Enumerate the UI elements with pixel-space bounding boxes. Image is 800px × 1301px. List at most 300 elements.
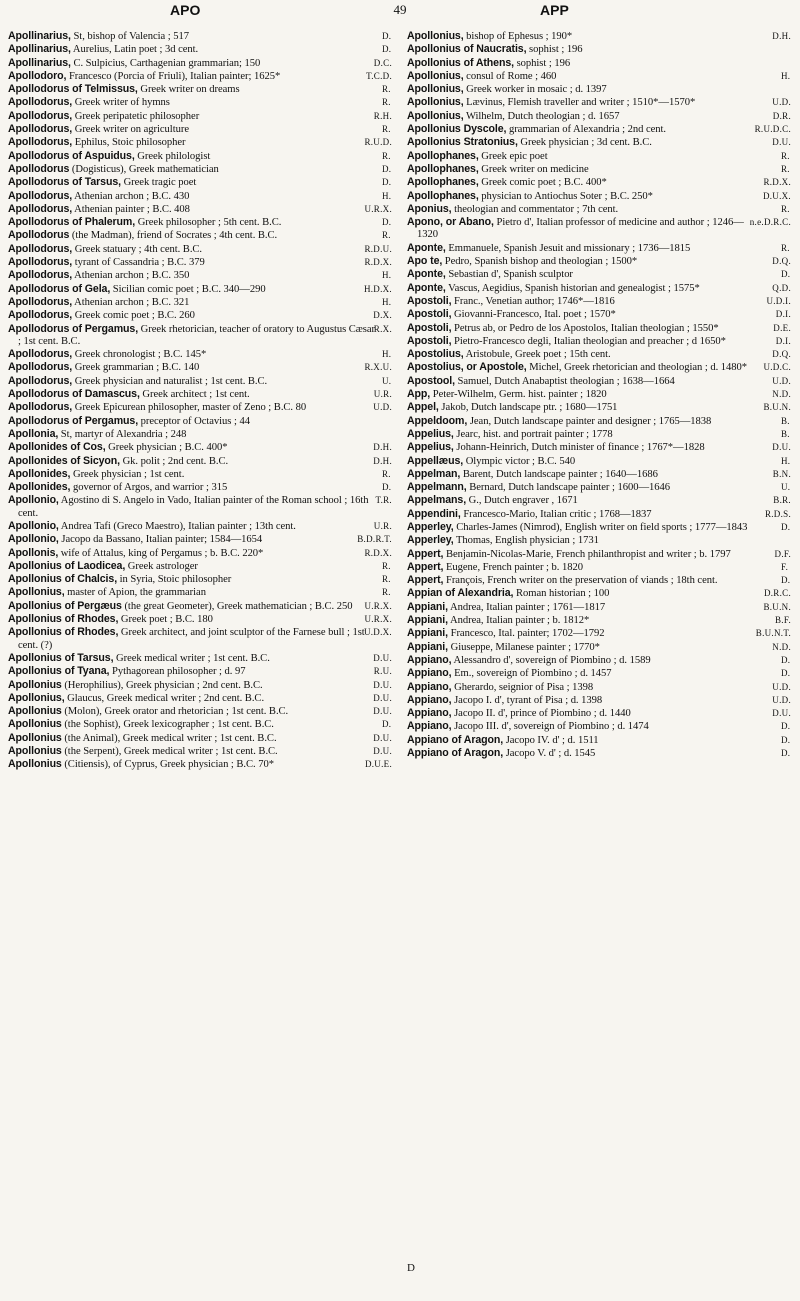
entry-description: Greek epic poet (478, 150, 548, 162)
entry-source: R.X. (373, 323, 392, 334)
entry-source: R.U.D. (364, 137, 392, 148)
dictionary-entry (407, 521, 791, 534)
entry-description: Jacopo II. d', prince of Piombino ; d. 1440 (451, 708, 631, 720)
entry-name: Apollonius (8, 758, 62, 771)
dictionary-entry (407, 587, 791, 600)
entry-source: D.I. (775, 309, 791, 320)
entry-description: preceptor of Octavius ; 44 (138, 415, 250, 427)
entry-description: Pietro d', Italian professor of medicine and author ; 1246—1320 (417, 217, 744, 241)
entry-name: Apollinarius, (8, 56, 71, 69)
dictionary-entry (8, 613, 392, 626)
entry-name: Apperley, (407, 520, 454, 533)
dictionary-entry (407, 548, 791, 561)
entry-description: Olympic victor ; B.C. 540 (463, 455, 576, 467)
entry-name: Apollodorus of Tarsus, (8, 176, 121, 189)
dictionary-entry (407, 508, 791, 521)
entry-name: Appelman, (407, 467, 461, 480)
entry-description: Greek physician ; B.C. 400* (105, 442, 228, 454)
entry-source: R. (781, 163, 790, 174)
dictionary-entry (8, 43, 392, 56)
dictionary-entry (8, 428, 392, 441)
dictionary-entry (407, 150, 791, 163)
entry-source: R.U. (373, 666, 392, 677)
entry-source: R. (781, 242, 790, 253)
entry-source: R. (781, 150, 790, 161)
dictionary-entry (407, 322, 791, 335)
entry-description: master of Apion, the grammarian (64, 587, 206, 599)
entry-source: H. (382, 190, 392, 201)
entry-source: D.U. (772, 442, 791, 453)
entry-source: U.D.C. (763, 362, 791, 373)
entry-description: Greek Epicurean philosopher, master of Zeno ; B.C. 80 (72, 402, 307, 414)
entry-source: D.Q. (772, 256, 791, 267)
entry-description: Greek rhetorician, teacher of oratory to Augustus Cæsar ; 1st cent. B.C. (18, 323, 376, 347)
entry-description: Pedro, Spanish bishop and theologian ; 1500* (442, 256, 638, 268)
entry-description: (the Animal), Greek medical writer ; 1st cent. B.C. (61, 732, 277, 744)
entry-description: Pythagorean philosopher ; d. 97 (109, 666, 246, 678)
entry-description: Jean, Dutch landscape painter and designer ; 1765—1838 (467, 415, 712, 427)
entry-name: Apollodorus of Gela, (8, 282, 111, 295)
entry-description: Eugene, French painter ; b. 1820 (443, 561, 583, 573)
dictionary-entry (407, 190, 791, 203)
entry-description: Greek writer of hymns (72, 97, 170, 109)
entry-name: Apollonis, (8, 546, 59, 559)
entry-description: St, martyr of Alexandria ; 248 (58, 428, 187, 440)
entry-source: R. (382, 97, 391, 108)
entry-name: Apollonius (8, 731, 62, 744)
entry-name: Apollodorus, (8, 202, 73, 215)
entry-name: Appert, (407, 547, 444, 560)
entry-name: Aponte, (407, 281, 446, 294)
dictionary-entry (407, 720, 791, 733)
entry-name: Apollodorus, (8, 374, 73, 387)
entry-name: App, (407, 388, 431, 401)
entry-source: R. (382, 124, 391, 135)
entry-source: D.C. (373, 57, 392, 68)
entry-source: D. (382, 163, 392, 174)
entry-source: R. (382, 560, 391, 571)
dictionary-entry (407, 361, 791, 374)
entry-name: Apollodorus, (8, 309, 73, 322)
entry-source: R.D.S. (764, 508, 791, 519)
entry-name: Appiani, (407, 640, 448, 653)
dictionary-entry (407, 455, 791, 468)
entry-description: Athenian archon ; B.C. 430 (72, 190, 190, 202)
dictionary-entry (407, 614, 791, 627)
dictionary-entry (407, 203, 791, 216)
entry-name: Apollodorus, (8, 256, 73, 269)
entry-name: Appiano, (407, 667, 452, 680)
entry-source: T.C.D. (366, 70, 392, 81)
entry-name: Apollodorus, (8, 96, 73, 109)
dictionary-entry (8, 123, 392, 136)
dictionary-entry (8, 348, 392, 361)
dictionary-entry (8, 256, 392, 269)
entry-name: Apollonius of Laodicea, (8, 559, 126, 572)
dictionary-entry (8, 361, 392, 374)
entry-source: U. (382, 375, 392, 386)
dictionary-entry (8, 652, 392, 665)
entry-description: Sicilian comic poet ; B.C. 340—290 (110, 283, 266, 295)
entry-description: Greek worker in mosaic ; d. 1397 (463, 84, 607, 96)
entry-name: Apono, or Abano, (407, 216, 494, 229)
entry-description: Sebastian d', Spanish sculptor (445, 269, 573, 281)
entry-description: Agostino di S. Angelo in Vado, Italian painter of the Roman school ; 16th cent. (18, 495, 369, 519)
entry-description: Jacopo I. d', tyrant of Pisa ; d. 1398 (451, 694, 603, 706)
dictionary-entry (8, 745, 392, 758)
entry-source: B.U.N.T. (755, 628, 791, 639)
entry-name: Apostoli, (407, 308, 452, 321)
entry-source: B.U.N. (763, 402, 791, 413)
entry-source: D.U. (772, 137, 791, 148)
dictionary-entry (407, 641, 791, 654)
entry-description: Greek physician and naturalist ; 1st cent. B.C. (72, 375, 268, 387)
entry-description: St, bishop of Valencia ; 517 (70, 31, 189, 42)
entry-description: (the Serpent), Greek medical writer ; 1st cent. B.C. (61, 746, 278, 758)
dictionary-entry (407, 401, 791, 414)
right-column (407, 30, 791, 760)
entry-description: Pietro-Francesco degli, Italian theologian and preacher ; d 1650* (451, 335, 726, 347)
entry-description: Barent, Dutch landscape painter ; 1640—1686 (460, 468, 658, 480)
footer-signature: D (407, 1262, 415, 1274)
entry-name: Apollodorus (8, 162, 70, 175)
dictionary-entry (407, 561, 791, 574)
entry-source: R. (382, 150, 391, 161)
entry-description: Francesco (Porcia of Friuli), Italian painter; 1625* (66, 70, 281, 82)
entry-name: Apollodorus of Damascus, (8, 388, 140, 401)
entry-description: Gherardo, seignior of Pisa ; 1398 (451, 681, 594, 693)
entry-name: Appiano of Aragon, (407, 747, 504, 760)
entry-name: Appert, (407, 560, 444, 573)
dictionary-entry (8, 481, 392, 494)
entry-name: Apperley, (407, 534, 454, 547)
entry-name: Apollonius Dyscole, (407, 123, 507, 136)
dictionary-entry (8, 758, 392, 771)
entry-name: Apollodorus of Pergamus, (8, 414, 139, 427)
entry-description: Jacopo III. d', sovereign of Piombino ; d. 1474 (451, 721, 649, 733)
dictionary-entry (8, 600, 392, 613)
entry-name: Appert, (407, 574, 444, 587)
entry-description: Greek grammarian ; B.C. 140 (72, 362, 200, 374)
entry-description: Greek architect, and joint sculptor of the Farnese bull ; 1st cent. (?) (18, 627, 365, 651)
entry-description: Samuel, Dutch Anabaptist theologian ; 1638—1664 (454, 375, 675, 387)
entry-name: Aponius, (407, 202, 452, 215)
entry-source: D.R. (772, 110, 791, 121)
entry-description: (the great Geometer), Greek mathematician ; B.C. 250 (121, 600, 353, 612)
entry-source: D.R.C. (763, 588, 791, 599)
entry-name: Apostoli, (407, 334, 452, 347)
entry-name: Appel, (407, 401, 439, 414)
dictionary-entry (8, 573, 392, 586)
entry-source: R. (382, 574, 391, 585)
entry-name: Apollonia, (8, 427, 59, 440)
entry-source: R. (781, 203, 790, 214)
entry-name: Apollodorus of Pergamus, (8, 322, 139, 335)
dictionary-entry (8, 560, 392, 573)
entry-name: Appelius, (407, 441, 454, 454)
entry-description: sophist ; 196 (513, 57, 571, 69)
dictionary-entry (407, 747, 791, 760)
dictionary-entry (8, 323, 392, 349)
dictionary-entry (8, 110, 392, 123)
entry-name: Apollodorus, (8, 269, 73, 282)
entry-description: governor of Argos, and warrior ; 315 (70, 482, 228, 494)
entry-name: Apollonius (8, 678, 62, 691)
dictionary-entry (407, 96, 791, 109)
entry-source: D.E. (773, 322, 791, 333)
entry-description: Roman historian ; 100 (513, 588, 610, 600)
entry-description: Jacopo IV. d' ; d. 1511 (503, 734, 599, 746)
dictionary-entry (8, 533, 392, 546)
entry-name: Apollophanes, (407, 149, 479, 162)
entry-name: Aponte, (407, 241, 446, 254)
entry-description: Andrea, Italian painter ; b. 1812* (448, 615, 590, 627)
entry-description: Greek astrologer (125, 560, 198, 572)
entry-source: D.U.X. (762, 190, 791, 201)
dictionary-entry (8, 441, 392, 454)
entry-description: (Citiensis), of Cyprus, Greek physician ; B.C. 70* (61, 759, 274, 771)
entry-source: n.e.D.R.C. (749, 217, 791, 228)
entry-name: Apollodorus of Telmissus, (8, 83, 138, 96)
dictionary-entry (8, 626, 392, 652)
entry-name: Appelius, (407, 427, 454, 440)
dictionary-entry (407, 415, 791, 428)
entry-source: D. (781, 721, 791, 732)
dictionary-entry (407, 282, 791, 295)
entry-source: D.U. (373, 692, 392, 703)
dictionary-entry (8, 388, 392, 401)
entry-name: Apollonio, (8, 494, 59, 507)
entry-source: R. (382, 468, 391, 479)
entry-source: U.D. (373, 402, 392, 413)
entry-source: U.R. (373, 520, 392, 531)
entry-source: R. (382, 587, 391, 598)
entry-name: Appiani, (407, 627, 448, 640)
entry-name: Apollophanes, (407, 176, 479, 189)
entry-source: D.U. (373, 652, 392, 663)
entry-source: B.F. (775, 615, 791, 626)
dictionary-entry (8, 70, 392, 83)
dictionary-entry (8, 203, 392, 216)
entry-name: Apollodorus, (8, 123, 73, 136)
dictionary-entry (407, 428, 791, 441)
entry-description: Andrea Tafi (Greco Maestro), Italian painter ; 13th cent. (58, 520, 296, 532)
entry-source: D. (781, 521, 791, 532)
dictionary-entry (8, 679, 392, 692)
entry-description: Francesco, Ital. painter; 1702—1792 (448, 628, 605, 640)
entry-source: R.H. (373, 110, 392, 121)
entry-name: Apollonius, (8, 691, 65, 704)
dictionary-entry (407, 163, 791, 176)
entry-description: Aurelius, Latin poet ; 3d cent. (70, 44, 199, 56)
entry-description: Charles-James (Nimrod), English writer on field sports ; 1777—1843 (453, 521, 748, 533)
entry-name: Apollonius of Athens, (407, 56, 514, 69)
entry-description: Jacopo da Bassano, Italian painter; 1584—1654 (58, 534, 263, 546)
entry-description: G., Dutch engraver , 1671 (466, 495, 578, 507)
entry-source: R. (382, 84, 391, 95)
entry-name: Apollodorus, (8, 109, 73, 122)
entry-description: Glaucus, Greek medical writer ; 2nd cent. B.C. (64, 692, 265, 704)
dictionary-entry (8, 415, 392, 428)
entry-name: Appiani, (407, 600, 448, 613)
entry-description: Greek writer on medicine (478, 163, 589, 175)
entry-description: (Herophilius), Greek physician ; 2nd cent. B.C. (61, 679, 263, 691)
entry-name: Appiano, (407, 707, 452, 720)
page-header (0, 2, 800, 22)
dictionary-entry (8, 30, 392, 43)
entry-description: Andrea, Italian painter ; 1761—1817 (448, 601, 606, 613)
entry-description: Greek philosopher ; 5th cent. B.C. (135, 217, 282, 229)
dictionary-entry (407, 255, 791, 268)
entry-name: Apollodorus, (8, 348, 73, 361)
dictionary-entry (407, 694, 791, 707)
dictionary-entry (8, 96, 392, 109)
dictionary-entry (407, 348, 791, 361)
entry-source: U.D. (772, 694, 791, 705)
entry-name: Aponte, (407, 268, 446, 281)
entry-source: D.I. (775, 335, 791, 346)
dictionary-entry (407, 667, 791, 680)
dictionary-entry (8, 136, 392, 149)
dictionary-entry (8, 520, 392, 533)
entry-description: Greek architect ; 1st cent. (139, 389, 250, 401)
dictionary-entry (407, 681, 791, 694)
entry-description: Emmanuele, Spanish Jesuit and missionary ; 1736—1815 (445, 242, 691, 254)
dictionary-entry (407, 43, 791, 56)
entry-source: R. (382, 230, 391, 241)
entry-source: D. (382, 719, 392, 730)
entry-name: Appendini, (407, 507, 461, 520)
dictionary-entry (8, 229, 392, 242)
entry-source: H. (382, 270, 392, 281)
entry-source: Q.D. (772, 282, 791, 293)
entry-name: Apollonius (8, 745, 62, 758)
entry-source: U.D. (772, 97, 791, 108)
dictionary-entry (407, 388, 791, 401)
entry-description: Greek tragic poet (120, 177, 197, 189)
entry-name: Apollodorus of Aspuidus, (8, 149, 135, 162)
entry-name: Apollonius, (407, 109, 464, 122)
dictionary-entry (8, 163, 392, 176)
entry-source: B.R. (773, 495, 791, 506)
entry-name: Apostoli, (407, 321, 452, 334)
dictionary-entry (407, 216, 791, 242)
entry-name: Apollinarius, (8, 43, 71, 56)
entry-description: Jakob, Dutch landscape ptr. ; 1680—1751 (438, 402, 618, 414)
dictionary-entry (407, 627, 791, 640)
entry-source: D. (781, 748, 791, 759)
dictionary-entry (407, 494, 791, 507)
entry-description: (Dogisticus), Greek mathematician (69, 163, 219, 175)
entry-source: R.U.D.C. (754, 124, 791, 135)
entry-source: D. (382, 482, 392, 493)
entry-name: Apollophanes, (407, 189, 479, 202)
entry-name: Appiani, (407, 614, 448, 627)
entry-name: Appian of Alexandria, (407, 587, 514, 600)
entry-description: Greek writer on agriculture (72, 124, 189, 136)
entry-description: Franc., Venetian author; 1746*—1816 (451, 295, 615, 307)
entry-description: Peter-Wilhelm, Germ. hist. painter ; 1820 (430, 389, 607, 401)
entry-name: Apo te, (407, 255, 443, 268)
entry-source: D. (781, 734, 791, 745)
dictionary-entry (407, 707, 791, 720)
entry-description: François, French writer on the preservation of viands ; 18th cent. (443, 575, 718, 587)
entry-description: Benjamin-Nicolas-Marie, French philanthropist and writer ; b. 1797 (443, 548, 731, 560)
entry-description: Greek physician ; 3d cent. B.C. (517, 137, 652, 149)
dictionary-entry (8, 692, 392, 705)
entry-source: T.R. (375, 495, 392, 506)
dictionary-entry (8, 586, 392, 599)
entry-description: Wilhelm, Dutch theologian ; d. 1657 (463, 110, 620, 122)
dictionary-entry (407, 441, 791, 454)
entry-description: theologian and commentator ; 7th cent. (451, 203, 619, 215)
dictionary-entry (407, 242, 791, 255)
entry-name: Apollonius of Rhodes, (8, 626, 119, 639)
entry-source: U.D.I. (766, 295, 791, 306)
entry-source: D. (382, 217, 392, 228)
dictionary-entry (8, 665, 392, 678)
entry-description: Bernard, Dutch landscape painter ; 1600—1646 (466, 482, 671, 494)
entry-source: D.Q. (772, 349, 791, 360)
dictionary-entry (8, 494, 392, 520)
entry-name: Apollonides of Cos, (8, 441, 106, 454)
entry-source: D.U. (373, 706, 392, 717)
entry-description: bishop of Ephesus ; 190* (463, 31, 573, 42)
dictionary-entry (8, 57, 392, 70)
dictionary-entry (407, 123, 791, 136)
entry-name: Apollonius of Rhodes, (8, 613, 119, 626)
entry-description: consul of Rome ; 460 (463, 70, 557, 82)
entry-name: Appellæus, (407, 454, 464, 467)
dictionary-entry (8, 375, 392, 388)
entry-source: R.D.X. (763, 177, 791, 188)
entry-source: H. (382, 296, 392, 307)
dictionary-entry (407, 30, 791, 43)
entry-name: Appelmann, (407, 481, 467, 494)
dictionary-entry (8, 468, 392, 481)
entry-source: B.N. (772, 468, 791, 479)
entry-name: Appiano, (407, 680, 452, 693)
dictionary-entry (8, 190, 392, 203)
dictionary-entry (407, 176, 791, 189)
entry-name: Apollonius (8, 718, 62, 731)
dictionary-entry (407, 534, 791, 547)
entry-source: D.U. (772, 708, 791, 719)
entry-name: Appiano of Aragon, (407, 733, 504, 746)
entry-name: Apollonio, (8, 519, 59, 532)
dictionary-entry (407, 375, 791, 388)
entry-name: Apollodorus, (8, 401, 73, 414)
dictionary-entry (8, 705, 392, 718)
entry-name: Apostolius, (407, 348, 464, 361)
dictionary-entry (407, 734, 791, 747)
entry-source: D. (382, 31, 392, 41)
dictionary-entry (8, 216, 392, 229)
entry-source: D.U. (373, 732, 392, 743)
entry-source: D. (781, 668, 791, 679)
entry-description: Aristobule, Greek poet ; 15th cent. (463, 349, 611, 361)
dictionary-entry (8, 718, 392, 731)
entry-source: D.X. (373, 310, 392, 321)
entry-description: Athenian archon ; B.C. 321 (72, 296, 190, 308)
entry-source: U.R.X. (364, 203, 392, 214)
entry-description: C. Sulpicius, Carthagenian grammarian; 150 (70, 57, 261, 69)
entry-source: B. (781, 428, 790, 439)
entry-name: Apollodorus, (8, 189, 73, 202)
dictionary-entry (407, 574, 791, 587)
entry-source: B. (781, 415, 790, 426)
dictionary-entry (8, 732, 392, 745)
